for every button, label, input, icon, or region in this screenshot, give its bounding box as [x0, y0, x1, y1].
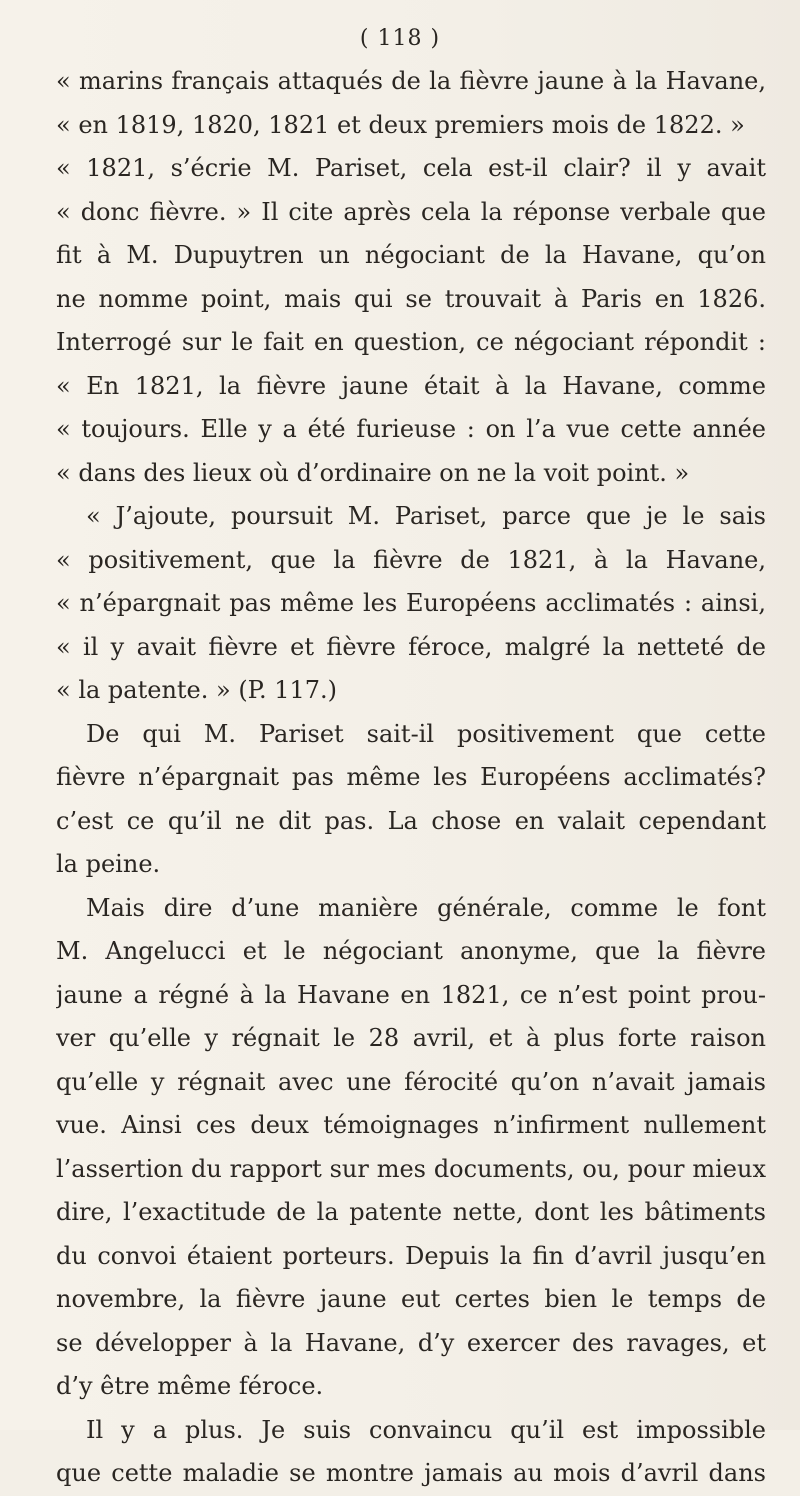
text-line: se développer à la Havane, d’y exercer des ravages, et: [56, 1328, 766, 1357]
text-line: « toujours. Elle y a été furieuse : on l’a vue cette année: [56, 415, 766, 443]
text-line: « la patente. » (P. 117.): [56, 676, 338, 704]
text-line: De qui M. Pariset sait-il positivement que cette: [86, 719, 766, 748]
text-line: Interrogé sur le fait en question, ce négociant répondit :: [56, 328, 766, 356]
text-line: « en 1819, 1820, 1821 et deux premiers mois de 1822. »: [56, 110, 745, 139]
text-line: « 1821, s’écrie M. Pariset, cela est-il clair? il y avait: [56, 154, 766, 182]
text-line: ne nomme point, mais qui se trouvait à Paris en 1826.: [56, 284, 766, 313]
text-line: l’assertion du rapport sur mes documents, ou, pour mieux: [56, 1154, 766, 1183]
text-line: novembre, la fièvre jaune eut certes bien le temps de: [56, 1285, 766, 1313]
text-line: « En 1821, la fièvre jaune était à la Havane, comme: [56, 371, 766, 400]
text-line: jaune a régné à la Havane en 1821, ce n’est point prou-: [56, 980, 766, 1009]
text-line: « positivement, que la fièvre de 1821, à la Havane,: [56, 545, 766, 574]
text-line: « il y avait fièvre et fièvre féroce, malgré la netteté de: [56, 632, 766, 661]
text-line: dire, l’exactitude de la patente nette, dont les bâtiments: [56, 1198, 766, 1226]
text-line: « marins français attaqués de la fièvre jaune à la Havane,: [56, 67, 766, 95]
text-line: Mais dire d’une manière générale, comme le font: [86, 893, 766, 922]
page-number: ( 118 ): [359, 26, 441, 51]
text-line: Il y a plus. Je suis convaincu qu’il est impossible: [86, 1415, 766, 1444]
text-line: « J’ajoute, poursuit M. Pariset, parce que je le sais: [86, 502, 766, 530]
text-line: « n’épargnait pas même les Européens acclimatés : ainsi,: [56, 589, 766, 617]
text-line: fièvre n’épargnait pas même les Européens acclimatés?: [56, 763, 766, 791]
text-line: « dans des lieux où d’ordinaire on ne la voit point. »: [56, 458, 690, 487]
text-line: la peine.: [56, 850, 161, 878]
text-line: du convoi étaient porteurs. Depuis la fin d’avril jusqu’en: [56, 1241, 766, 1270]
body-text: [56, 60, 766, 1496]
text-line: d’y être même féroce.: [56, 1372, 324, 1400]
text-line: vue. Ainsi ces deux témoignages n’infirment nullement: [56, 1111, 766, 1139]
text-line: qu’elle y régnait avec une férocité qu’on n’avait jamais: [56, 1067, 766, 1096]
text-line: ver qu’elle y régnait le 28 avril, et à plus forte raison: [56, 1024, 766, 1052]
text-line: que cette maladie se montre jamais au mois d’avril dans: [56, 1459, 766, 1487]
text-line: « donc fièvre. » Il cite après cela la réponse verbale que: [56, 197, 766, 226]
text-line: c’est ce qu’il ne dit pas. La chose en valait cependant: [56, 806, 766, 835]
text-line: M. Angelucci et le négociant anonyme, que la fièvre: [56, 937, 766, 965]
text-line: fit à M. Dupuytren un négociant de la Havane, qu’on: [56, 241, 766, 269]
